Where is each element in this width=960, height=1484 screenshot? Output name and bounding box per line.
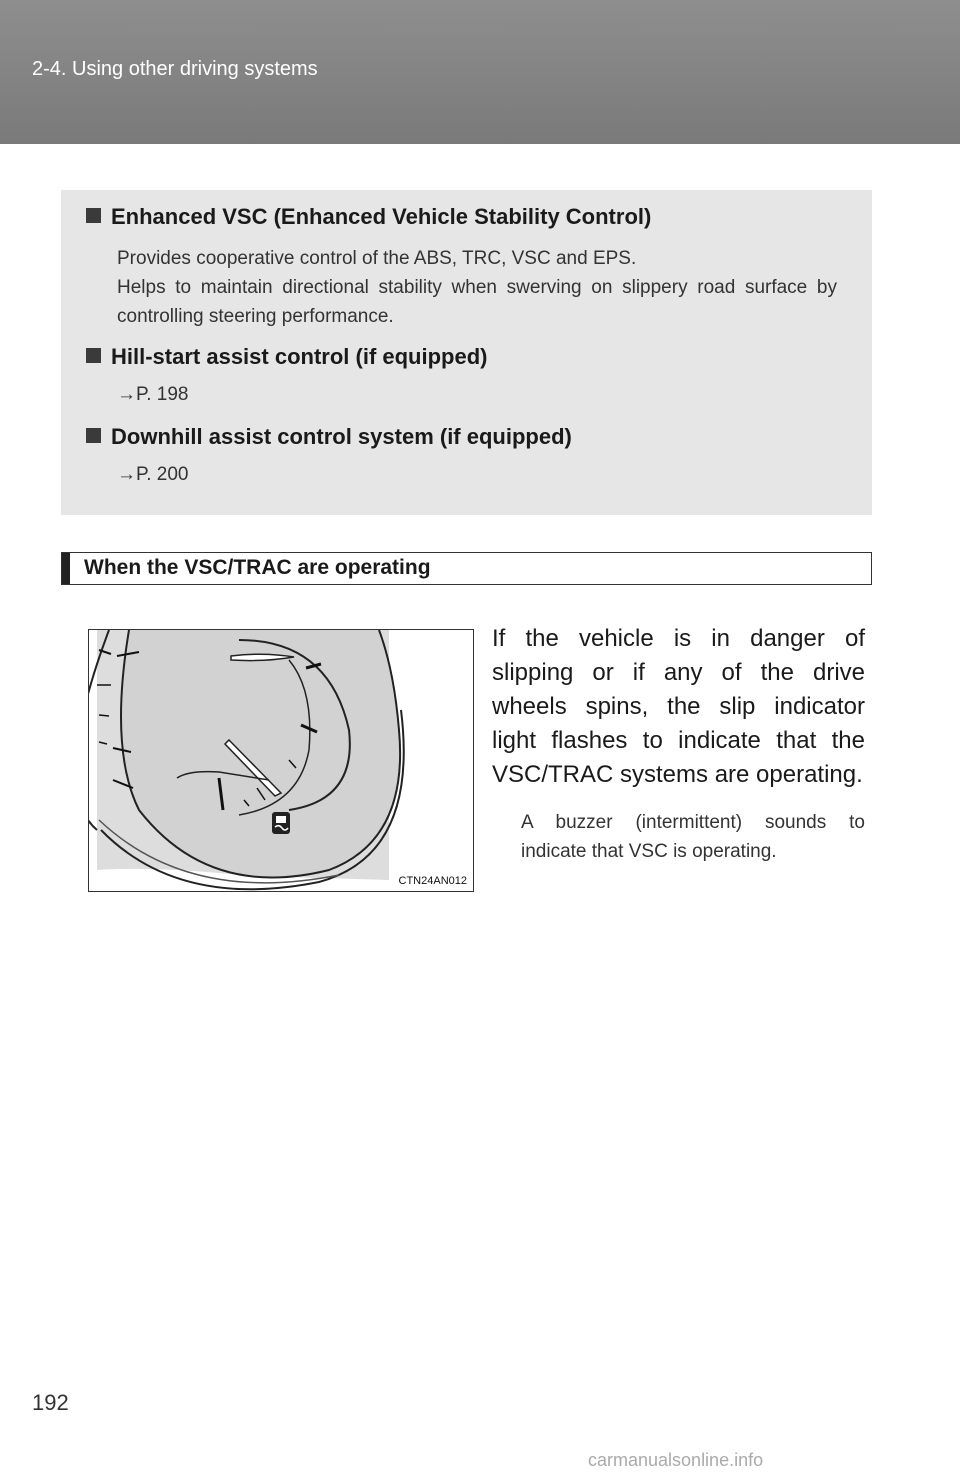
chapter-title: 2-4. Using other driving systems — [32, 58, 318, 80]
downhill-ref: →P. 200 — [117, 464, 189, 485]
page-header — [0, 0, 960, 144]
section-heading-bar — [61, 552, 872, 585]
square-bullet-icon — [86, 348, 101, 363]
section-title: When the VSC/TRAC are operating — [84, 556, 431, 579]
page-number: 192 — [32, 1390, 69, 1415]
heading-enhanced-vsc: Enhanced VSC (Enhanced Vehicle Stability Control) — [86, 204, 651, 230]
note-paragraph: A buzzer (intermittent) sounds to indicate that VSC is operating. — [521, 812, 865, 862]
heading-hill-start: Hill-start assist control (if equipped) — [86, 344, 487, 370]
section-tab-marker — [62, 553, 70, 584]
heading-downhill-assist: Downhill assist control system (if equipped) — [86, 424, 572, 450]
instrument-cluster-illustration — [88, 629, 474, 892]
vsc-line-1: Provides cooperative control of the ABS, TRC, VSC and EPS. — [117, 248, 637, 269]
square-bullet-icon — [86, 208, 101, 223]
hill-start-ref: →P. 198 — [117, 384, 189, 405]
slip-indicator-icon — [272, 812, 290, 834]
main-paragraph: If the vehicle is in danger of slipping or if any of the drive wheels spins, the slip indicator light flashes to indicate that the VSC/TRAC systems are operating. — [492, 625, 865, 788]
vsc-line-2: Helps to maintain directional stability when swerving on slippery road surface by controlling steering performance. — [117, 277, 837, 327]
cluster-drawing — [89, 630, 473, 891]
watermark: carmanualsonline.info — [588, 1450, 764, 1470]
square-bullet-icon — [86, 428, 101, 443]
figure-code: CTN24AN012 — [398, 875, 467, 887]
